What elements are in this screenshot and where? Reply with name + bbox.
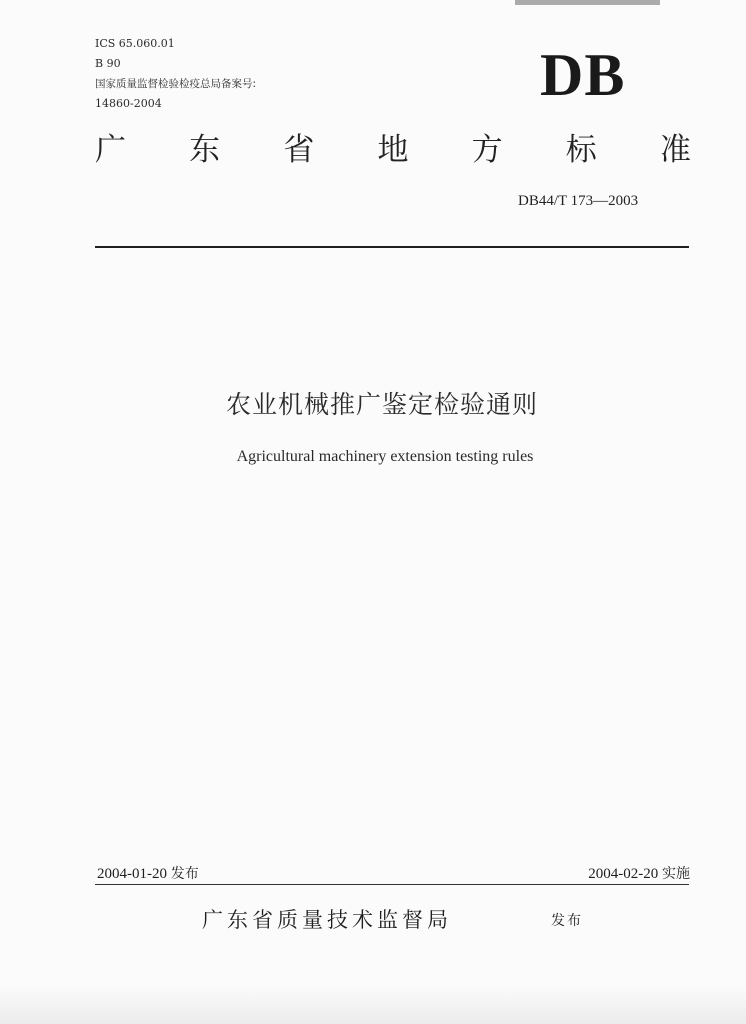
heading-char: 地 bbox=[377, 132, 409, 168]
heading-char: 准 bbox=[659, 132, 691, 168]
classification-code: B 90 bbox=[95, 57, 121, 70]
issuer-suffix: 发布 bbox=[551, 913, 583, 929]
document-title-english: Agricultural machinery extension testing rules bbox=[236, 448, 534, 465]
implementation-label: 实施 bbox=[662, 866, 690, 882]
ics-code: ICS 65.060.01 bbox=[95, 37, 175, 50]
top-divider bbox=[95, 246, 689, 248]
issue-label: 发布 bbox=[170, 866, 199, 882]
scan-edge-artifact bbox=[515, 0, 660, 5]
implementation-date: 2004-02-20 bbox=[588, 866, 659, 882]
issuing-authority: 广东省质量技术监督局 bbox=[202, 908, 452, 932]
bottom-divider bbox=[95, 884, 689, 885]
filing-label: 国家质量监督检验检疫总局备案号: bbox=[95, 78, 257, 90]
issue-date: 2004-01-20 bbox=[97, 866, 167, 882]
issue-date-line bbox=[97, 863, 199, 883]
filing-number: 14860-2004 bbox=[95, 97, 162, 110]
heading-char: 省 bbox=[283, 132, 315, 168]
scan-shading bbox=[0, 985, 746, 1024]
implementation-date-line bbox=[588, 863, 690, 883]
heading-char: 广 bbox=[95, 132, 126, 168]
document-title-chinese: 农业机械推广鉴定检验通则 bbox=[225, 390, 538, 419]
db-logo: DB bbox=[540, 42, 626, 108]
standard-type-heading bbox=[95, 130, 691, 170]
heading-char: 方 bbox=[471, 132, 503, 168]
heading-char: 标 bbox=[565, 132, 597, 168]
metadata-block bbox=[95, 34, 256, 114]
standard-number: DB44/T 173—2003 bbox=[518, 193, 639, 209]
heading-char: 东 bbox=[189, 132, 221, 168]
